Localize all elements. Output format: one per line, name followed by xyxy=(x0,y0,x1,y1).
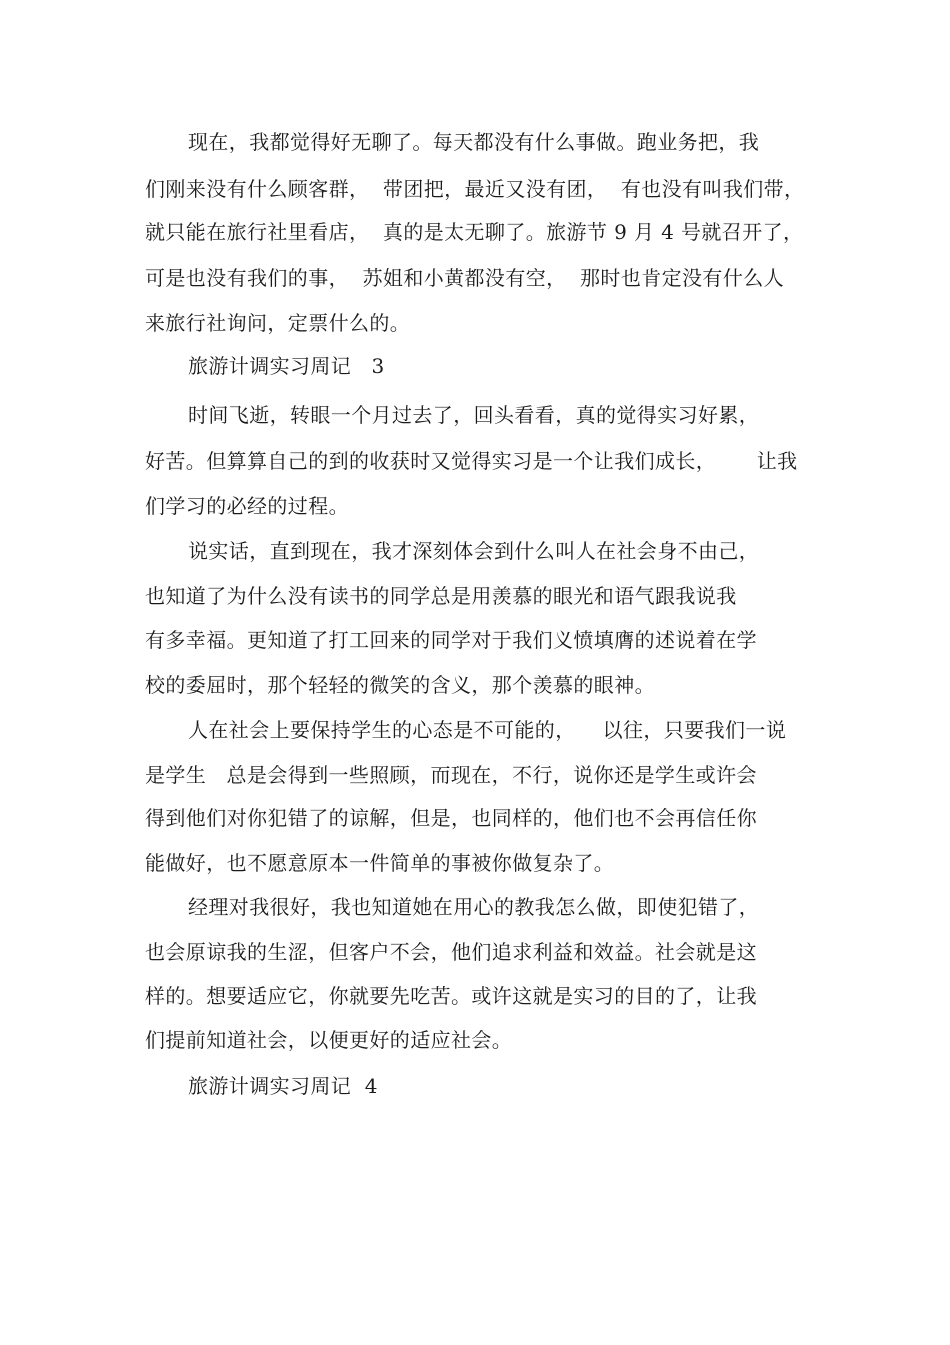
paragraph-line: 有多幸福。更知道了打工回来的同学对于我们义愤填膺的述说着在学 xyxy=(145,628,757,652)
paragraph-line: 就只能在旅行社里看店， 真的是太无聊了。旅游节 9 月 4 号就召开了， xyxy=(145,220,804,244)
paragraph-line: 说实话，直到现在，我才深刻体会到什么叫人在社会身不由己， xyxy=(188,539,760,563)
section-heading: 旅游计调实习周记 4 xyxy=(188,1074,378,1098)
paragraph-line: 校的委屈时，那个轻轻的微笑的含义，那个羡慕的眼神。 xyxy=(145,673,655,697)
paragraph-line: 样的。想要适应它，你就要先吃苦。或许这就是实习的目的了，让我 xyxy=(145,984,757,1008)
paragraph-line: 也会原谅我的生涩，但客户不会，他们追求利益和效益。社会就是这 xyxy=(145,940,757,964)
paragraph-line: 可是也没有我们的事， 苏姐和小黄都没有空， 那时也肯定没有什么人 xyxy=(145,266,785,290)
paragraph-line: 能做好，也不愿意原本一件简单的事被你做复杂了。 xyxy=(145,851,615,875)
paragraph-line: 得到他们对你犯错了的谅解，但是，也同样的，他们也不会再信任你 xyxy=(145,806,757,830)
paragraph-line: 们学习的必经的过程。 xyxy=(145,494,349,518)
paragraph-line: 来旅行社询问，定票什么的。 xyxy=(145,311,411,335)
paragraph-line: 们刚来没有什么顾客群， 带团把，最近又没有团， 有也没有叫我们带， xyxy=(145,177,805,201)
paragraph-line: 好苦。但算算自己的到的收获时又觉得实习是一个让我们成长， 让我 xyxy=(145,449,798,473)
paragraph-line: 人在社会上要保持学生的心态是不可能的， 以往，只要我们一说 xyxy=(188,718,787,742)
paragraph-line: 时间飞逝，转眼一个月过去了，回头看看，真的觉得实习好累， xyxy=(188,403,760,427)
paragraph-line: 们提前知道社会，以便更好的适应社会。 xyxy=(145,1028,513,1052)
paragraph-line: 经理对我很好，我也知道她在用心的教我怎么做，即使犯错了， xyxy=(188,895,760,919)
paragraph-line: 现在，我都觉得好无聊了。每天都没有什么事做。跑业务把，我 xyxy=(188,130,760,154)
paragraph-line: 也知道了为什么没有读书的同学总是用羡慕的眼光和语气跟我说我 xyxy=(145,584,737,608)
section-heading: 旅游计调实习周记 3 xyxy=(188,354,385,378)
paragraph-line: 是学生 总是会得到一些照顾，而现在，不行，说你还是学生或许会 xyxy=(145,763,757,787)
